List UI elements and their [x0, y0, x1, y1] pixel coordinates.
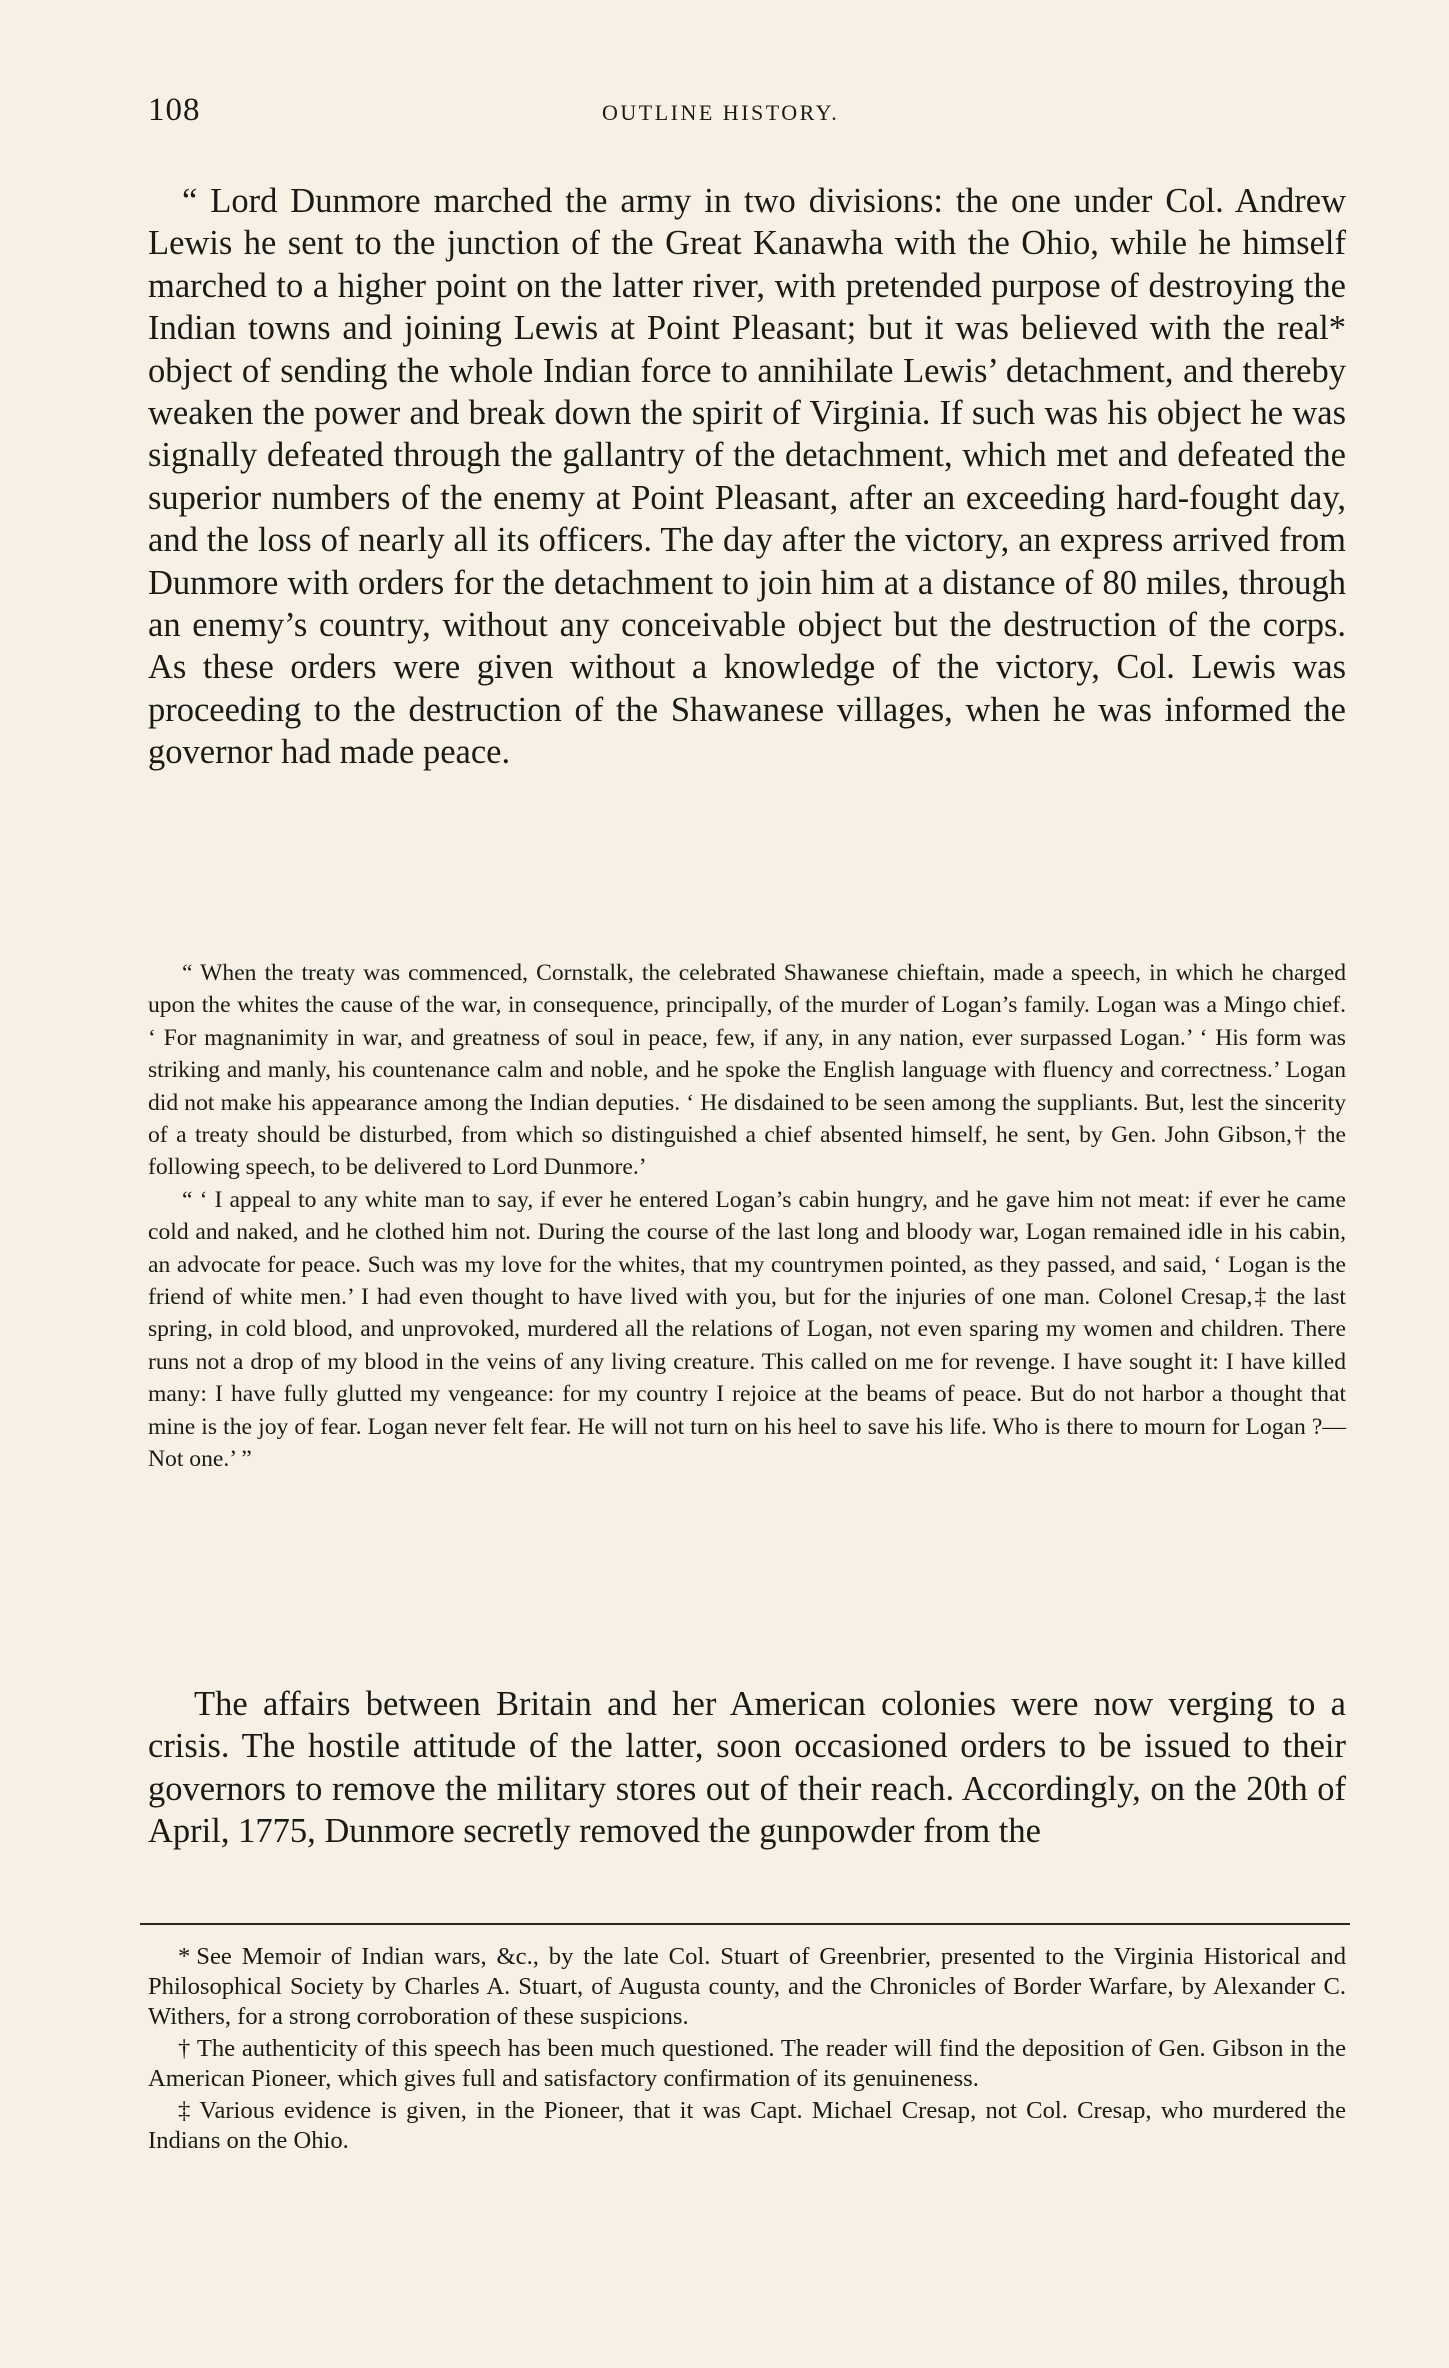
footnotes — [148, 1942, 1346, 2158]
footnote-text: The authenticity of this speech has been much questioned. The reader will find the deposition of Gen. Gibson in the American Pioneer, which gives full and satisfactory confirmation of its genuineness. — [148, 2035, 1347, 2092]
page-number: 108 — [148, 92, 201, 128]
main-paragraph-block — [148, 1683, 1346, 1853]
footnote — [148, 2096, 1346, 2156]
quote-treaty-paragraph: “ When the treaty was commenced, Cornstalk, the celebrated Shawanese chieftain, made a speech, in which he charged upon the whites the cause of the war, in consequence, principally, of the murder of Logan’s family. Logan was a Mingo chief. ‘ For magnanimity in war, and greatness of soul in peace, few, if any, in any nation, ever surpassed Logan.’ ‘ His form was striking and manly, his countenance calm and noble, and he spoke the English language with fluency and correctness.’ Logan did not make his appearance among the Indian deputies. ‘ He disdained to be seen among the suppliants. But, lest the sincerity of a treaty should be disturbed, from which so distinguished a chief absented himself, he sent, by Gen. John Gibson,† the following speech, to be delivered to Lord Dunmore.’ — [148, 960, 1346, 1181]
quote-main-paragraph: “ Lord Dunmore marched the army in two divisions: the one under Col. Andrew Lewis he sent to the junction of the Great Kanawha with the Ohio, while he himself marched to a higher point on the latter river, with pretended purpose of destroying the Indian towns and joining Lewis at Point Pleasant; but it was believed with the real* object of sending the whole Indian force to annihilate Lewis’ detachment, and thereby weaken the power and break down the spirit of Virginia. If such was his object he was signally defeated through the gallantry of the detachment, which met and defeated the superior numbers of the enemy at Point Pleasant, after an exceeding hard-fought day, and the loss of nearly all its officers. The day after the victory, an express arrived from Dunmore with orders for the detachment to join him at a distance of 80 miles, through an enemy’s country, without any conceivable object but the destruction of the corps. As these orders were given without a knowledge of the victory, Col. Lewis was proceeding to the destruction of the Shawanese villages, when he was informed the governor had made peace. — [148, 182, 1346, 772]
footnote-text: Various evidence is given, in the Pioneer, that it was Capt. Michael Cresap, not Col. Cresap, who murdered the Indians on the Ohio. — [148, 2097, 1346, 2154]
footnote-mark: ‡ — [178, 2097, 194, 2124]
running-title: OUTLINE HISTORY. — [602, 100, 840, 125]
footnote-divider — [140, 1923, 1350, 1925]
footnote-mark: † — [178, 2035, 191, 2062]
page-header — [148, 92, 1348, 142]
footnote-text: See Memoir of Indian wars, &c., by the late Col. Stuart of Greenbrier, presented to the Virginia Historical and Philosophical Society by Charles A. Stuart, of Augusta county, and the Chronicles of Border Warfare, by Alexander C. Withers, for a strong corroboration of these suspicions. — [148, 1943, 1346, 2030]
quote-small-block — [148, 957, 1346, 1476]
footnote — [148, 2034, 1346, 2094]
footnote-mark: * — [178, 1943, 191, 1970]
footnote — [148, 1942, 1346, 2032]
quote-logan-speech: “ ‘ I appeal to any white man to say, if ever he entered Logan’s cabin hungry, and he gave him not meat: if ever he came cold and naked, and he clothed him not. During the course of the last long and bloody war, Logan remained idle in his cabin, an advocate for peace. Such was my love for the whites, that my countrymen pointed, as they passed, and said, ‘ Logan is the friend of white men.’ I had even thought to have lived with you, but for the injuries of one man. Colonel Cresap,‡ the last spring, in cold blood, and unprovoked, murdered all the relations of Logan, not even sparing my women and children. There runs not a drop of my blood in the veins of any living creature. This called on me for revenge. I have sought it: I have killed many: I have fully glutted my vengeance: for my country I rejoice at the beams of peace. But do not harbor a thought that mine is the joy of fear. Logan never felt fear. He will not turn on his heel to save his life. Who is there to mourn for Logan ?—Not one.’ ” — [148, 1186, 1346, 1473]
quote-main-block — [148, 180, 1346, 774]
main-paragraph: The affairs between Britain and her American colonies were now verging to a crisis. The hostile attitude of the latter, soon occasioned orders to be issued to their governors to remove the military stores out of their reach. Accordingly, on the 20th of April, 1775, Dunmore secretly removed the gunpowder from the — [148, 1685, 1346, 1851]
